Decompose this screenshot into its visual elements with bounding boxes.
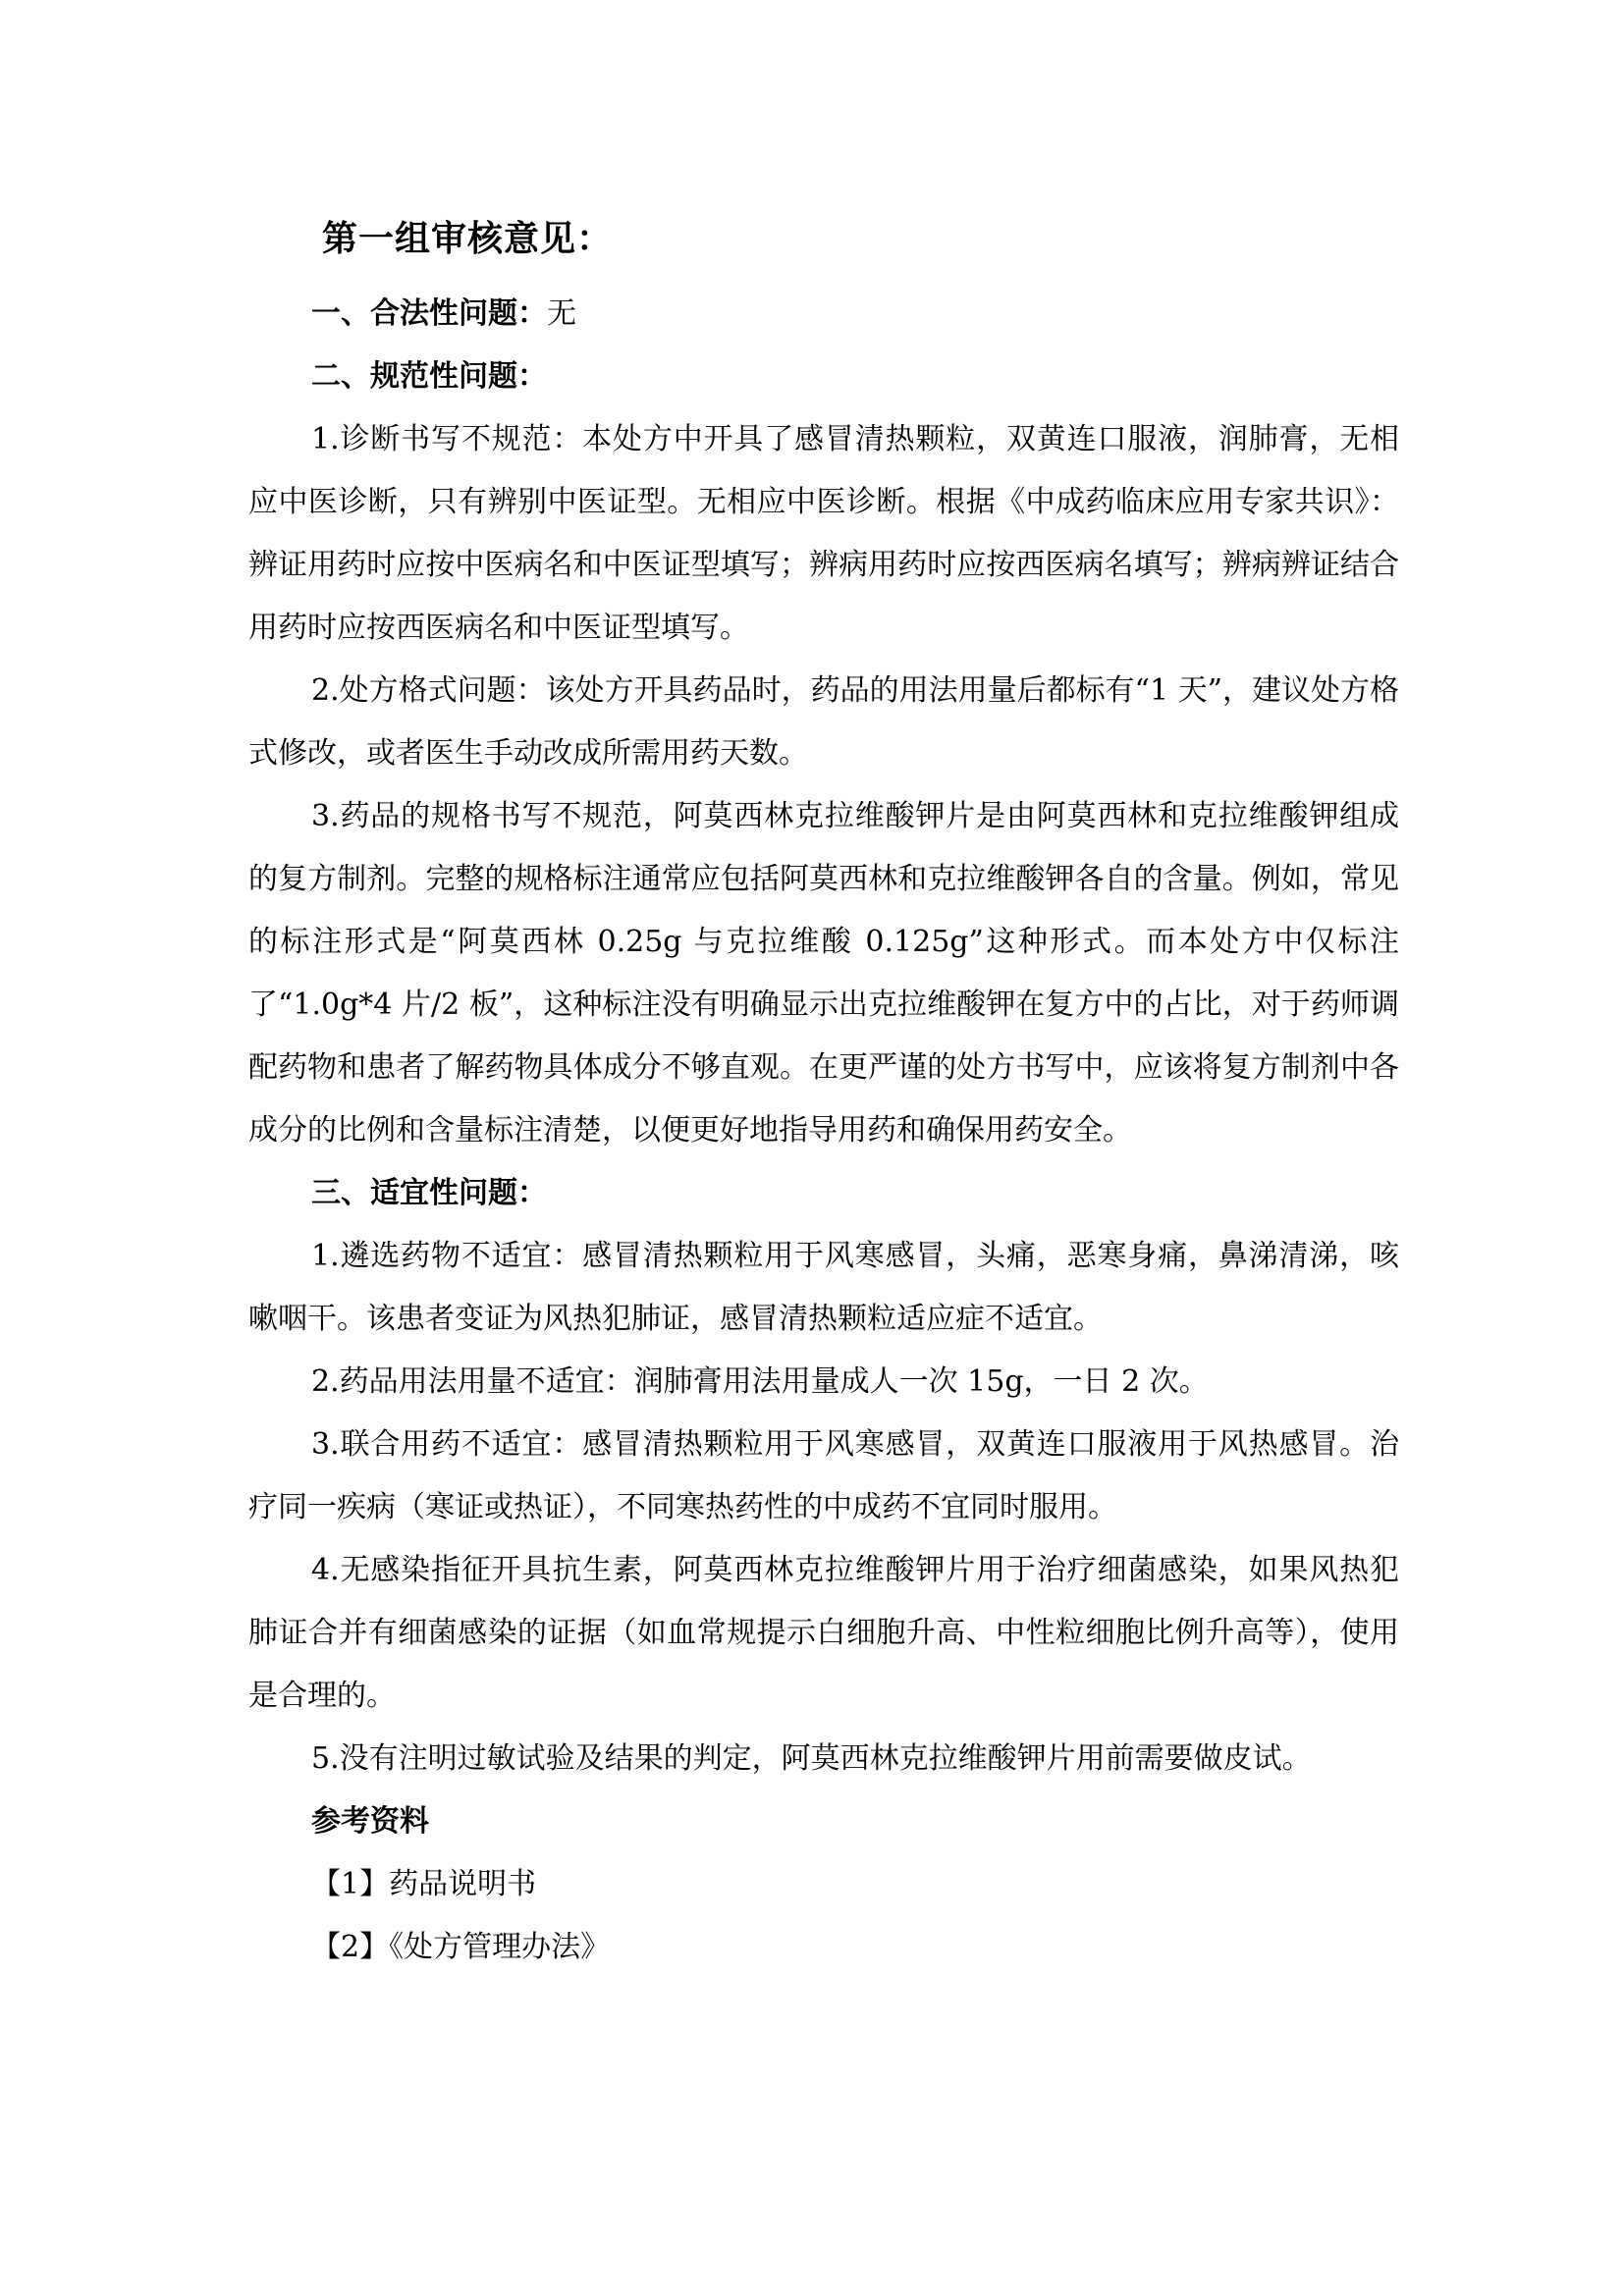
section-legality-heading (248, 283, 1399, 346)
document-title: 第一组审核意见： (322, 219, 614, 259)
suitability-item-1: 1.遴选药物不适宜：感冒清热颗粒用于风寒感冒，头痛，恶寒身痛，鼻涕清涕，咳嗽咽干。该患者变证为风热犯肺证，感冒清热颗粒适应症不适宜。 (248, 1239, 1399, 1336)
suitability-item-2: 2.药品用法用量不适宜：润肺膏用法用量成人一次 15g，一日 2 次。 (311, 1364, 1209, 1399)
suitability-item-3: 3.联合用药不适宜：感冒清热颗粒用于风寒感冒，双黄连口服液用于风热感冒。治疗同一疾病（寒证或热证），不同寒热药性的中成药不宜同时服用。 (248, 1427, 1399, 1524)
suitability-item-4: 4.无感染指征开具抗生素，阿莫西林克拉维酸钾片用于治疗细菌感染，如果风热犯肺证合并有细菌感染的证据（如血常规提示白细胞升高、中性粒细胞比例升高等），使用是合理的。 (248, 1553, 1399, 1713)
standard-item-1: 1.诊断书写不规范：本处方中开具了感冒清热颗粒，双黄连口服液，润肺膏，无相应中医诊断，只有辨别中医证型。无相应中医诊断。根据《中成药临床应用专家共识》：辨证用药时应按中医病名和中医证型填写；辨病用药时应按西医病名填写；辨病辨证结合用药时应按西医病名和中医证型填写。 (248, 422, 1399, 645)
section-suitability-heading: 三、适宜性问题： (311, 1176, 547, 1210)
document-page (248, 196, 1399, 1979)
reference-item-2: 【2】《处方管理办法》 (311, 1930, 611, 1964)
references-heading: 参考资料 (311, 1804, 429, 1839)
section-standard-heading: 二、规范性问题： (311, 359, 547, 394)
reference-item-1: 【1】药品说明书 (311, 1867, 537, 1901)
suitability-item-5: 5.没有注明过敏试验及结果的判定，阿莫西林克拉维酸钾片用前需要做皮试。 (311, 1741, 1312, 1776)
section-legality-label: 一、合法性问题： (311, 296, 547, 331)
standard-item-3: 3.药品的规格书写不规范，阿莫西林克拉维酸钾片是由阿莫西林和克拉维酸钾组成的复方制剂。完整的规格标注通常应包括阿莫西林和克拉维酸钾各自的含量。例如，常见的标注形式是“阿莫西林 0.25g 与克拉维酸 0.125g”这种形式。而本处方中仅标注了“1.0g*4 片/2 板”，这种标注没有明确显示出克拉维酸钾在复方中的占比，对于药师调配药物和患者了解药物具体成分不够直观。在更严谨的处方书写中，应该将复方制剂中各成分的比例和含量标注清楚，以便更好地指导用药和确保用药安全。 (248, 799, 1399, 1148)
section-legality-value: 无 (547, 296, 576, 331)
standard-item-2: 2.处方格式问题：该处方开具药品时，药品的用法用量后都标有“1 天”，建议处方格式修改，或者医生手动改成所需用药天数。 (248, 673, 1399, 771)
